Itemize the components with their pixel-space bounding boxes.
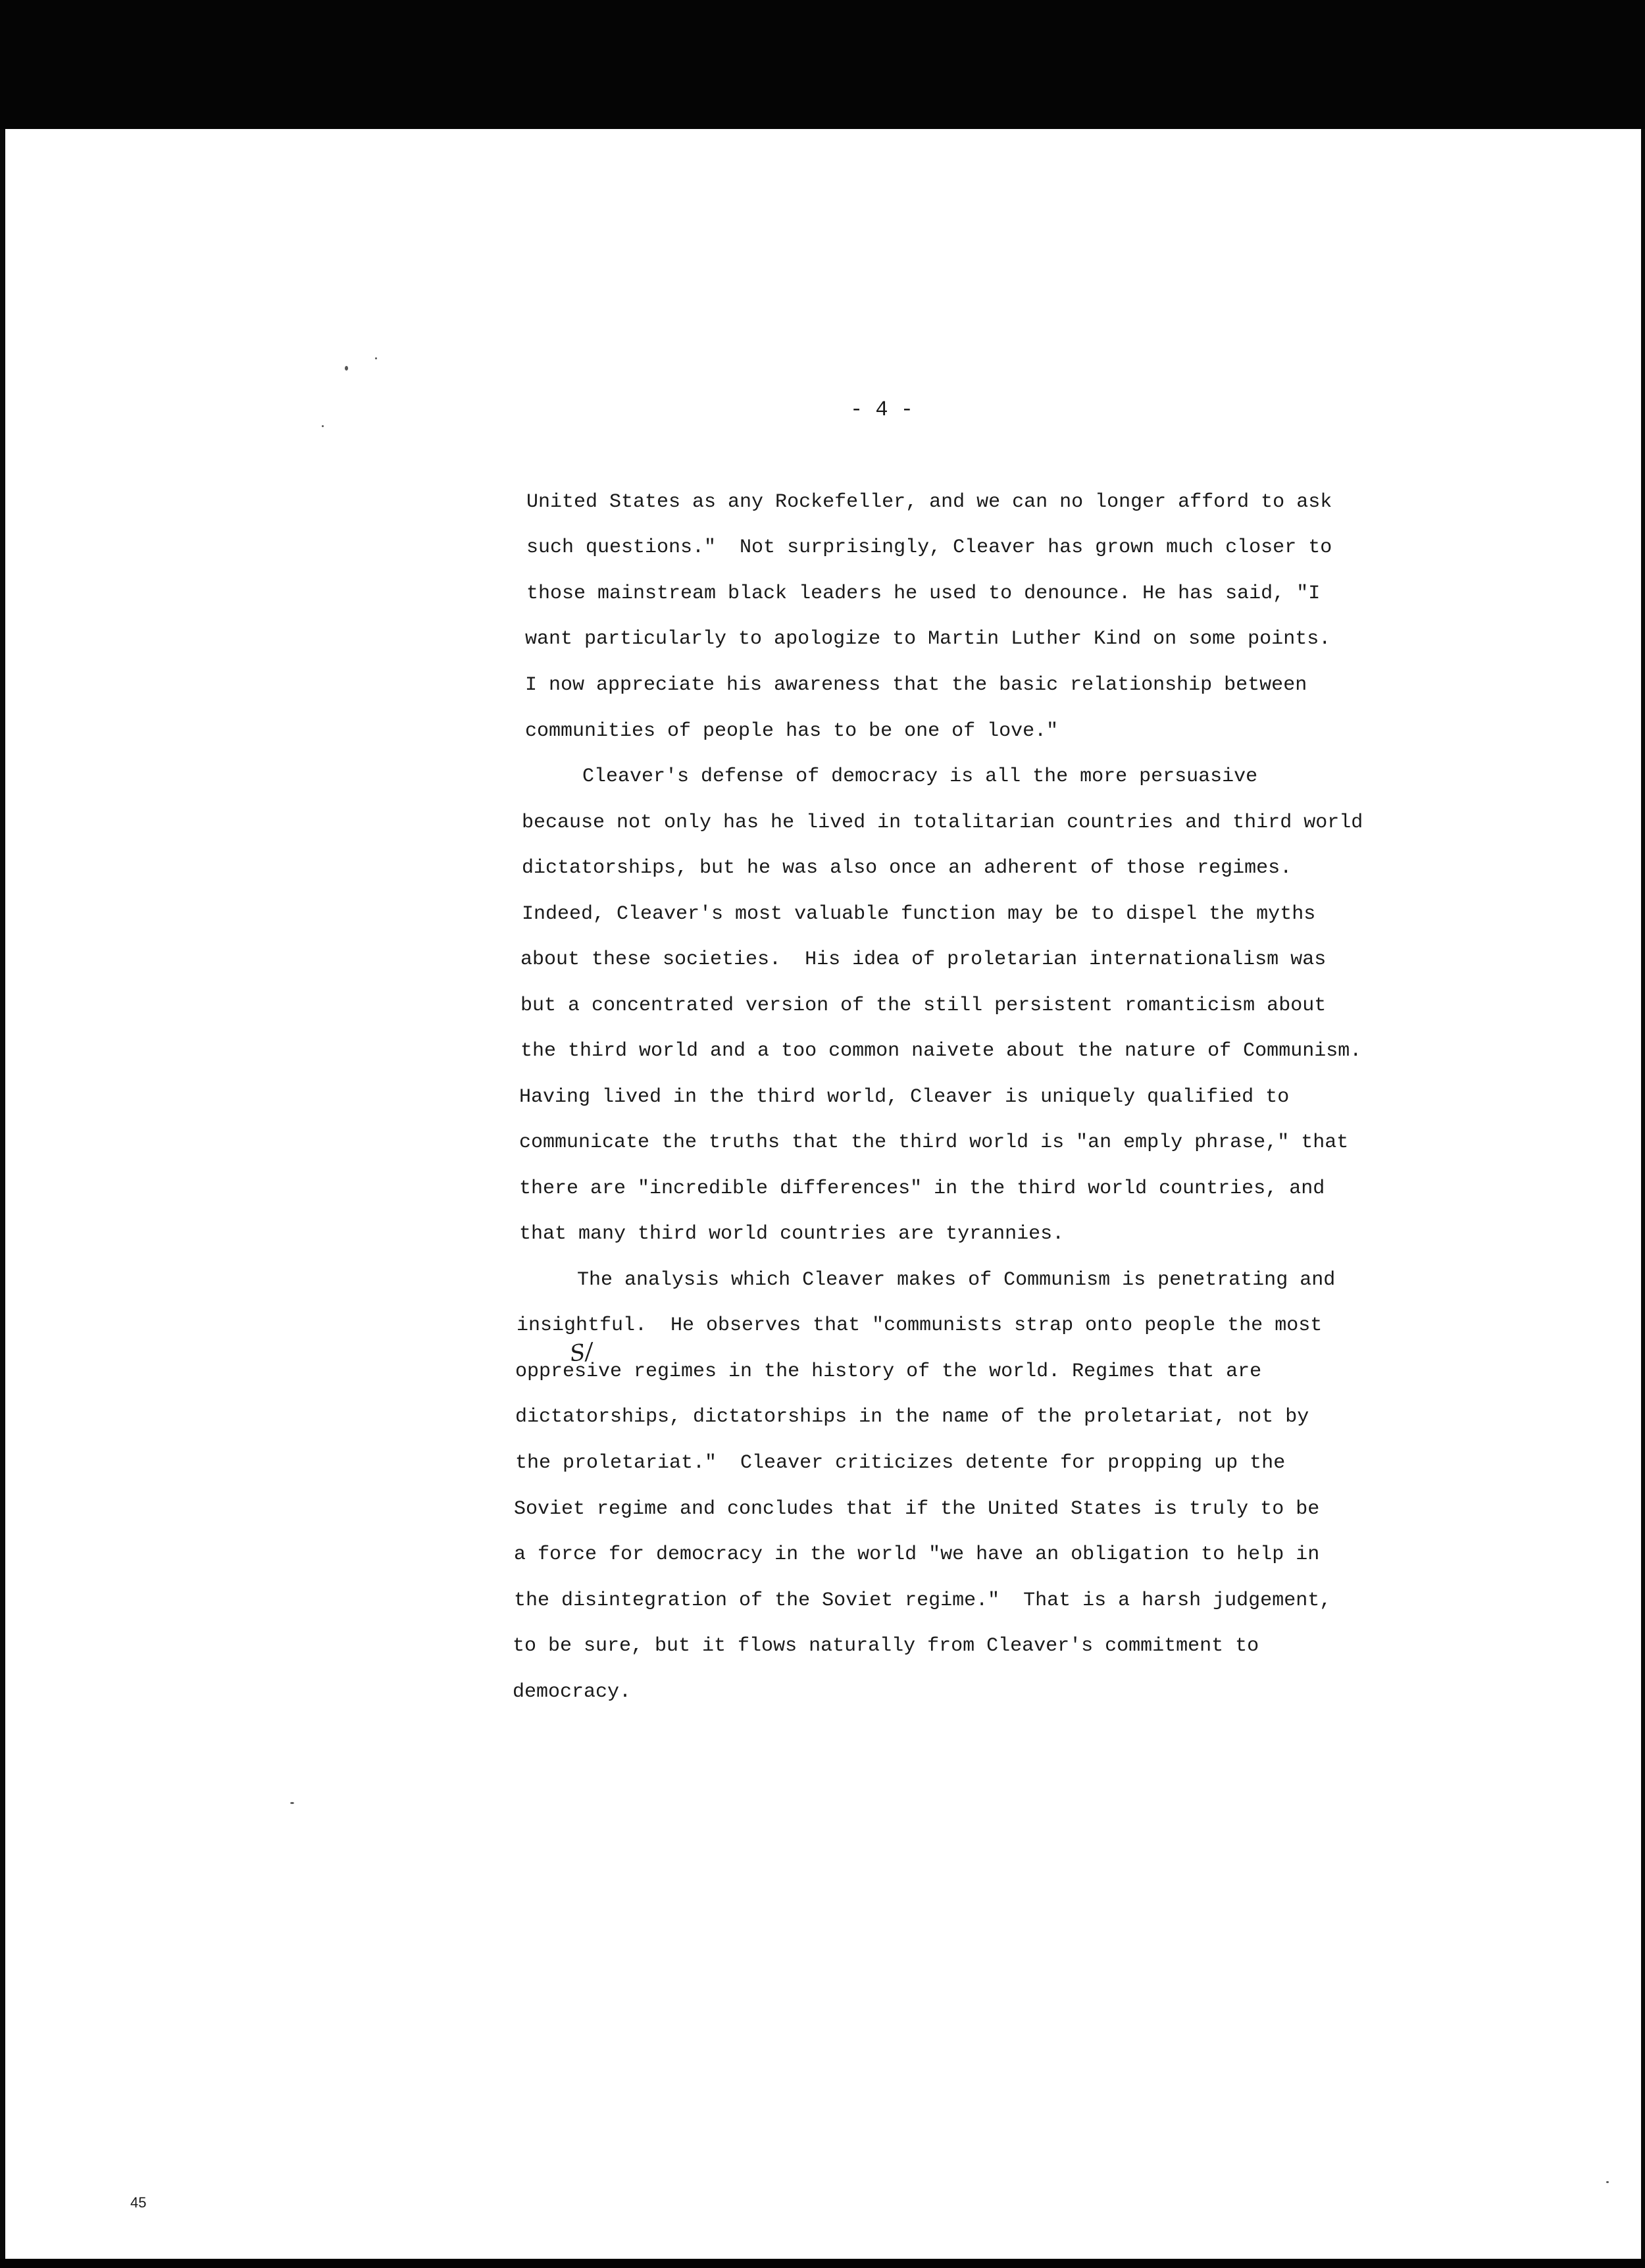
text-line: United States as any Rockefeller, and we can no longer afford to ask bbox=[526, 491, 1332, 513]
text-line: Indeed, Cleaver's most valuable function may be to dispel the myths bbox=[522, 903, 1316, 925]
text-line: dictatorships, but he was also once an adherent of those regimes. bbox=[522, 857, 1292, 879]
text-line: there are "incredible differences" in the third world countries, and bbox=[519, 1177, 1325, 1200]
page-number: - 4 - bbox=[849, 398, 913, 422]
text-line: that many third world countries are tyrannies. bbox=[519, 1223, 1065, 1245]
handwritten-correction: S/ bbox=[568, 1338, 595, 1368]
text-line: communities of people has to be one of love." bbox=[525, 720, 1059, 742]
text-line: Soviet regime and concludes that if the United States is truly to be bbox=[514, 1498, 1320, 1520]
text-line: but a concentrated version of the still persistent romanticism about bbox=[520, 994, 1327, 1017]
scan-border-bottom bbox=[0, 2259, 1645, 2268]
text-line: a force for democracy in the world "we have an obligation to help in bbox=[514, 1543, 1320, 1566]
footer-index: 45 bbox=[130, 2194, 147, 2211]
text-line: oppresive regimes in the history of the world. Regimes that are bbox=[515, 1360, 1262, 1383]
scan-speck bbox=[290, 1802, 294, 1804]
text-line: because not only has he lived in totalitarian countries and third world bbox=[522, 812, 1363, 834]
scan-border-left bbox=[0, 129, 5, 2261]
text-line: dictatorships, dictatorships in the name of the proletariat, not by bbox=[515, 1406, 1309, 1428]
text-line: want particularly to apologize to Martin Luther Kind on some points. bbox=[525, 628, 1331, 650]
text-line: insightful. He observes that "communists strap onto people the most bbox=[517, 1314, 1323, 1337]
text-line: Cleaver's defense of democracy is all the more persuasive bbox=[523, 765, 1258, 788]
text-line: the disintegration of the Soviet regime." That is a harsh judgement, bbox=[514, 1589, 1332, 1612]
text-line: communicate the truths that the third world is "an emply phrase," that bbox=[519, 1131, 1349, 1154]
text-line: The analysis which Cleaver makes of Communism is penetrating and bbox=[518, 1269, 1336, 1291]
scan-border-top bbox=[0, 0, 1645, 129]
text-line: about these societies. His idea of proletarian internationalism was bbox=[520, 948, 1327, 971]
text-line: democracy. bbox=[513, 1681, 632, 1703]
scan-speck bbox=[345, 366, 348, 371]
text-line: Having lived in the third world, Cleaver is uniquely qualified to bbox=[519, 1086, 1290, 1108]
text-line: I now appreciate his awareness that the basic relationship between bbox=[525, 674, 1307, 696]
text-line: such questions." Not surprisingly, Cleaver has grown much closer to bbox=[526, 536, 1332, 559]
text-line: the third world and a too common naivete about the nature of Communism. bbox=[520, 1040, 1362, 1062]
scan-speck bbox=[375, 357, 377, 359]
text-line: to be sure, but it flows naturally from Cleaver's commitment to bbox=[513, 1635, 1259, 1657]
scan-speck bbox=[1606, 2181, 1609, 2183]
scan-speck bbox=[322, 425, 324, 427]
text-line: those mainstream black leaders he used to denounce. He has said, "I bbox=[526, 582, 1321, 605]
scan-border-right bbox=[1641, 129, 1645, 2261]
text-line: the proletariat." Cleaver criticizes detente for propping up the bbox=[515, 1452, 1286, 1474]
